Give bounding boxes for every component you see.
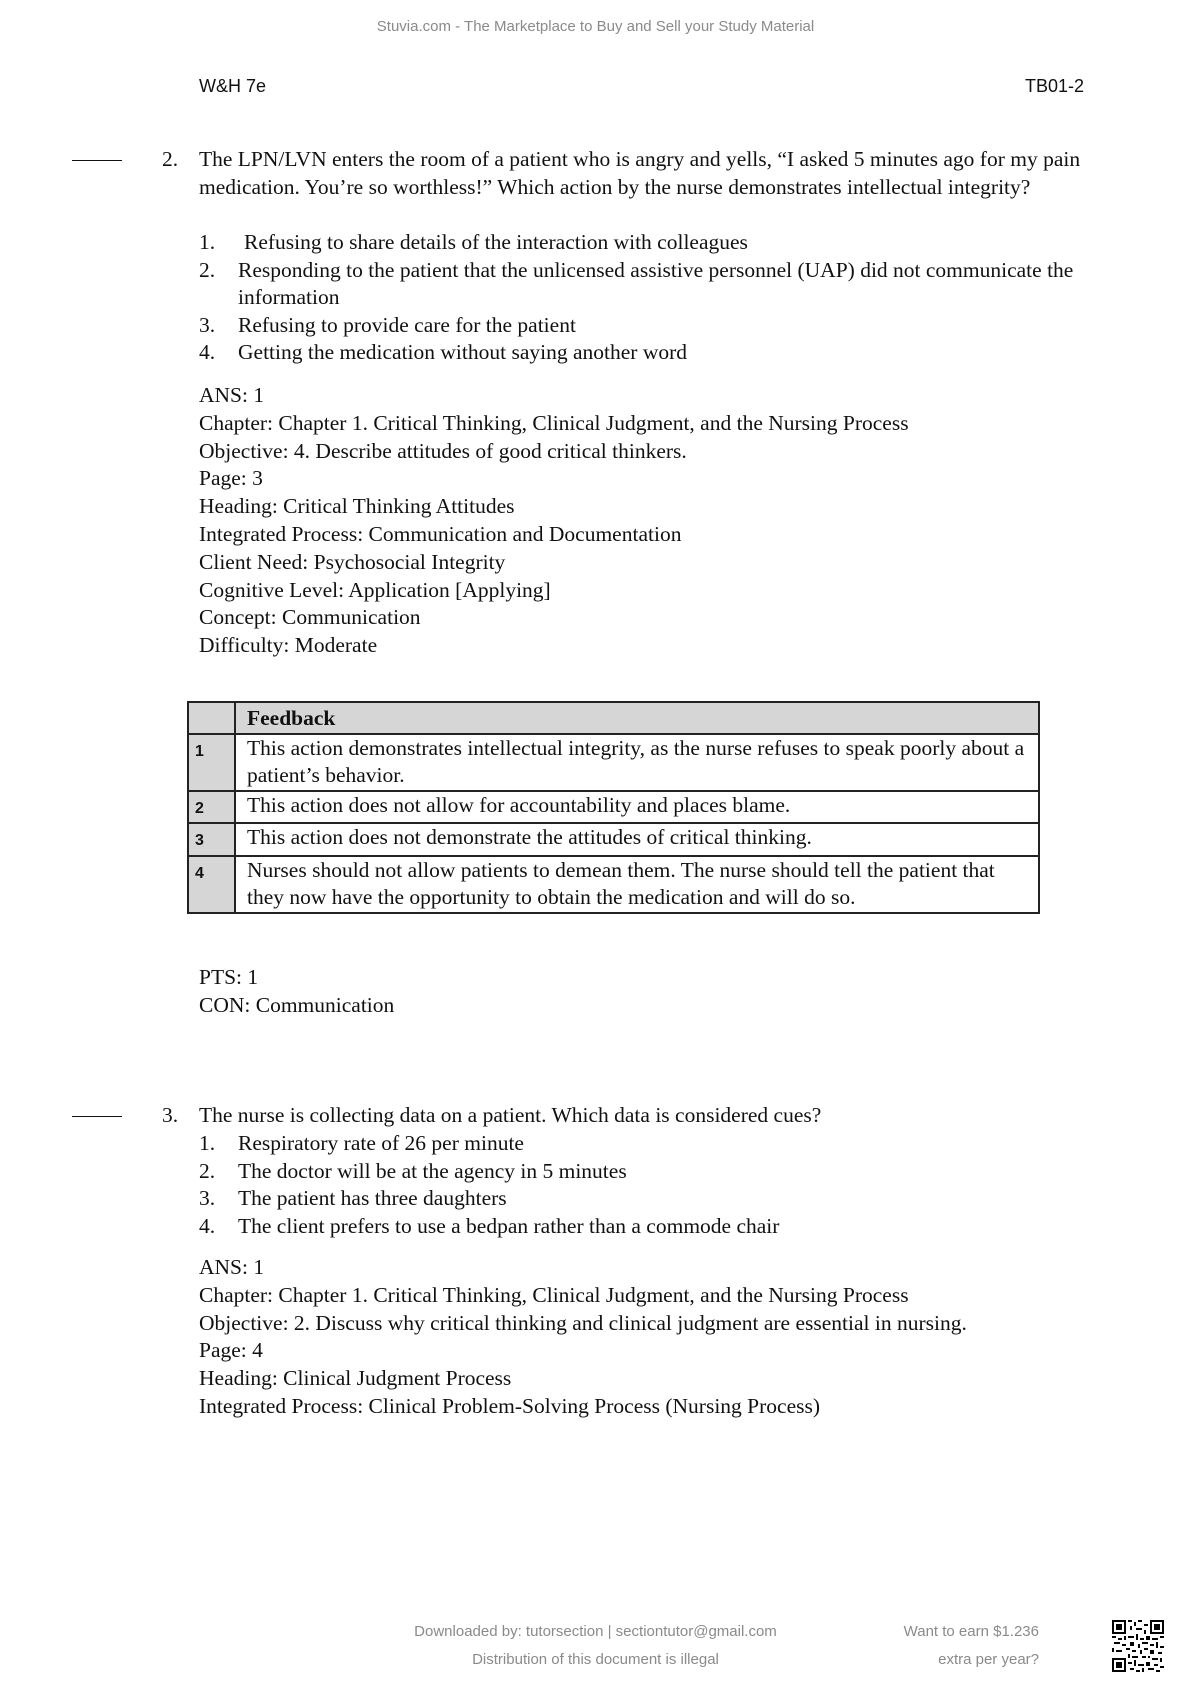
feedback-text: Nurses should not allow patients to demean them. The nurse should tell the patient that they now have the opportunity to obtain the medication and will do so. bbox=[235, 856, 1039, 913]
meta-con: CON: Communication bbox=[199, 992, 395, 1017]
option-item bbox=[199, 257, 1099, 312]
option-text: Respiratory rate of 26 per minute bbox=[238, 1131, 524, 1155]
promo-line-1: Want to earn $1.236 bbox=[903, 1623, 1039, 1640]
option-text: Responding to the patient that the unlicensed assistive personnel (UAP) did not communicate the information bbox=[238, 257, 1074, 309]
option-number: 3. bbox=[199, 1186, 216, 1210]
meta-objective: Objective: 2. Discuss why critical thinking and clinical judgment are essential in nursing. bbox=[199, 1310, 967, 1335]
answer-blank[interactable] bbox=[72, 160, 122, 161]
meta-page: Page: 3 bbox=[199, 466, 263, 491]
meta-client-need: Client Need: Psychosocial Integrity bbox=[199, 549, 506, 574]
option-number: 1. bbox=[199, 230, 216, 254]
feedback-header-row bbox=[188, 702, 1039, 734]
answer-options bbox=[199, 1130, 1099, 1240]
stuvia-watermark: Stuvia.com - The Marketplace to Buy and Sell your Study Material bbox=[376, 18, 815, 35]
option-text: Getting the medication without saying another word bbox=[238, 340, 688, 364]
option-number: 2. bbox=[199, 1158, 216, 1183]
option-item bbox=[199, 1158, 1099, 1186]
feedback-header-num bbox=[188, 702, 235, 734]
option-number: 4. bbox=[199, 1213, 216, 1238]
meta-ans: ANS: 1 bbox=[199, 1255, 265, 1279]
option-text: The doctor will be at the agency in 5 minutes bbox=[238, 1158, 627, 1183]
header-left: W&H 7e bbox=[199, 76, 267, 96]
option-item bbox=[199, 229, 1099, 257]
meta-difficulty: Difficulty: Moderate bbox=[199, 633, 378, 658]
option-number: 4. bbox=[199, 340, 216, 364]
feedback-num: 4 bbox=[188, 856, 235, 913]
option-number: 1. bbox=[199, 1131, 216, 1155]
question-2-metadata bbox=[199, 382, 1149, 660]
feedback-num: 1 bbox=[188, 734, 235, 791]
feedback-num: 3 bbox=[188, 823, 235, 856]
meta-page: Page: 4 bbox=[199, 1338, 263, 1363]
footer-distribution-notice: Distribution of this document is illegal bbox=[472, 1651, 719, 1668]
answer-blank[interactable] bbox=[72, 1116, 122, 1117]
feedback-row bbox=[188, 734, 1039, 791]
meta-integrated-process: Integrated Process: Clinical Problem-Solving Process (Nursing Process) bbox=[199, 1393, 821, 1418]
question-3-metadata bbox=[199, 1254, 1149, 1421]
feedback-row bbox=[188, 791, 1039, 824]
question-stem: The LPN/LVN enters the room of a patient who is angry and yells, “I asked 5 minutes ago for my pain medication. You’re so worthless!” Which action by the nurse demonstrates intellectual integrity? bbox=[199, 147, 1081, 199]
footer-downloaded-by: Downloaded by: tutorsection | sectiontutor@gmail.com bbox=[414, 1623, 777, 1640]
meta-cognitive-level: Cognitive Level: Application [Applying] bbox=[199, 577, 551, 602]
qr-code-icon[interactable] bbox=[1112, 1620, 1164, 1672]
answer-options bbox=[199, 229, 1099, 367]
feedback-text: This action does not allow for accountability and places blame. bbox=[235, 791, 1039, 824]
feedback-header: Feedback bbox=[235, 702, 1039, 734]
feedback-row bbox=[188, 856, 1039, 913]
question-stem: The nurse is collecting data on a patient. Which data is considered cues? bbox=[199, 1103, 822, 1127]
meta-heading: Heading: Critical Thinking Attitudes bbox=[199, 494, 515, 519]
earn-promo[interactable] bbox=[904, 1618, 1039, 1674]
option-item bbox=[199, 312, 1099, 340]
question-number: 3. bbox=[162, 1103, 179, 1127]
meta-objective: Objective: 4. Describe attitudes of good critical thinkers. bbox=[199, 438, 687, 463]
option-number: 3. bbox=[199, 312, 216, 337]
option-item bbox=[199, 1185, 1099, 1213]
meta-chapter: Chapter: Chapter 1. Critical Thinking, Clinical Judgment, and the Nursing Process bbox=[199, 410, 909, 435]
meta-ans: ANS: 1 bbox=[199, 383, 265, 407]
feedback-table bbox=[187, 701, 1040, 914]
option-item bbox=[199, 1130, 1099, 1158]
question-number: 2. bbox=[162, 147, 179, 171]
option-number: 2. bbox=[199, 257, 216, 282]
header-right: TB01-2 bbox=[1024, 76, 1084, 96]
meta-heading: Heading: Clinical Judgment Process bbox=[199, 1366, 512, 1391]
feedback-text: This action demonstrates intellectual integrity, as the nurse refuses to speak poorly about a patient’s behavior. bbox=[235, 734, 1039, 791]
meta-chapter: Chapter: Chapter 1. Critical Thinking, Clinical Judgment, and the Nursing Process bbox=[199, 1282, 909, 1307]
option-text: The client prefers to use a bedpan rather than a commode chair bbox=[238, 1213, 780, 1238]
option-text: The patient has three daughters bbox=[238, 1186, 507, 1210]
option-item bbox=[199, 1213, 1099, 1241]
feedback-text: This action does not demonstrate the attitudes of critical thinking. bbox=[235, 823, 1039, 856]
promo-line-2: extra per year? bbox=[938, 1651, 1039, 1668]
feedback-row bbox=[188, 823, 1039, 856]
meta-concept: Concept: Communication bbox=[199, 605, 421, 630]
meta-integrated-process: Integrated Process: Communication and Documentation bbox=[199, 521, 682, 546]
option-item bbox=[199, 339, 1099, 367]
option-text: Refusing to share details of the interaction with colleagues bbox=[244, 230, 748, 254]
question-2-points bbox=[199, 964, 1149, 1020]
meta-pts: PTS: 1 bbox=[199, 965, 259, 989]
option-text: Refusing to provide care for the patient bbox=[238, 312, 576, 337]
feedback-num: 2 bbox=[188, 791, 235, 824]
